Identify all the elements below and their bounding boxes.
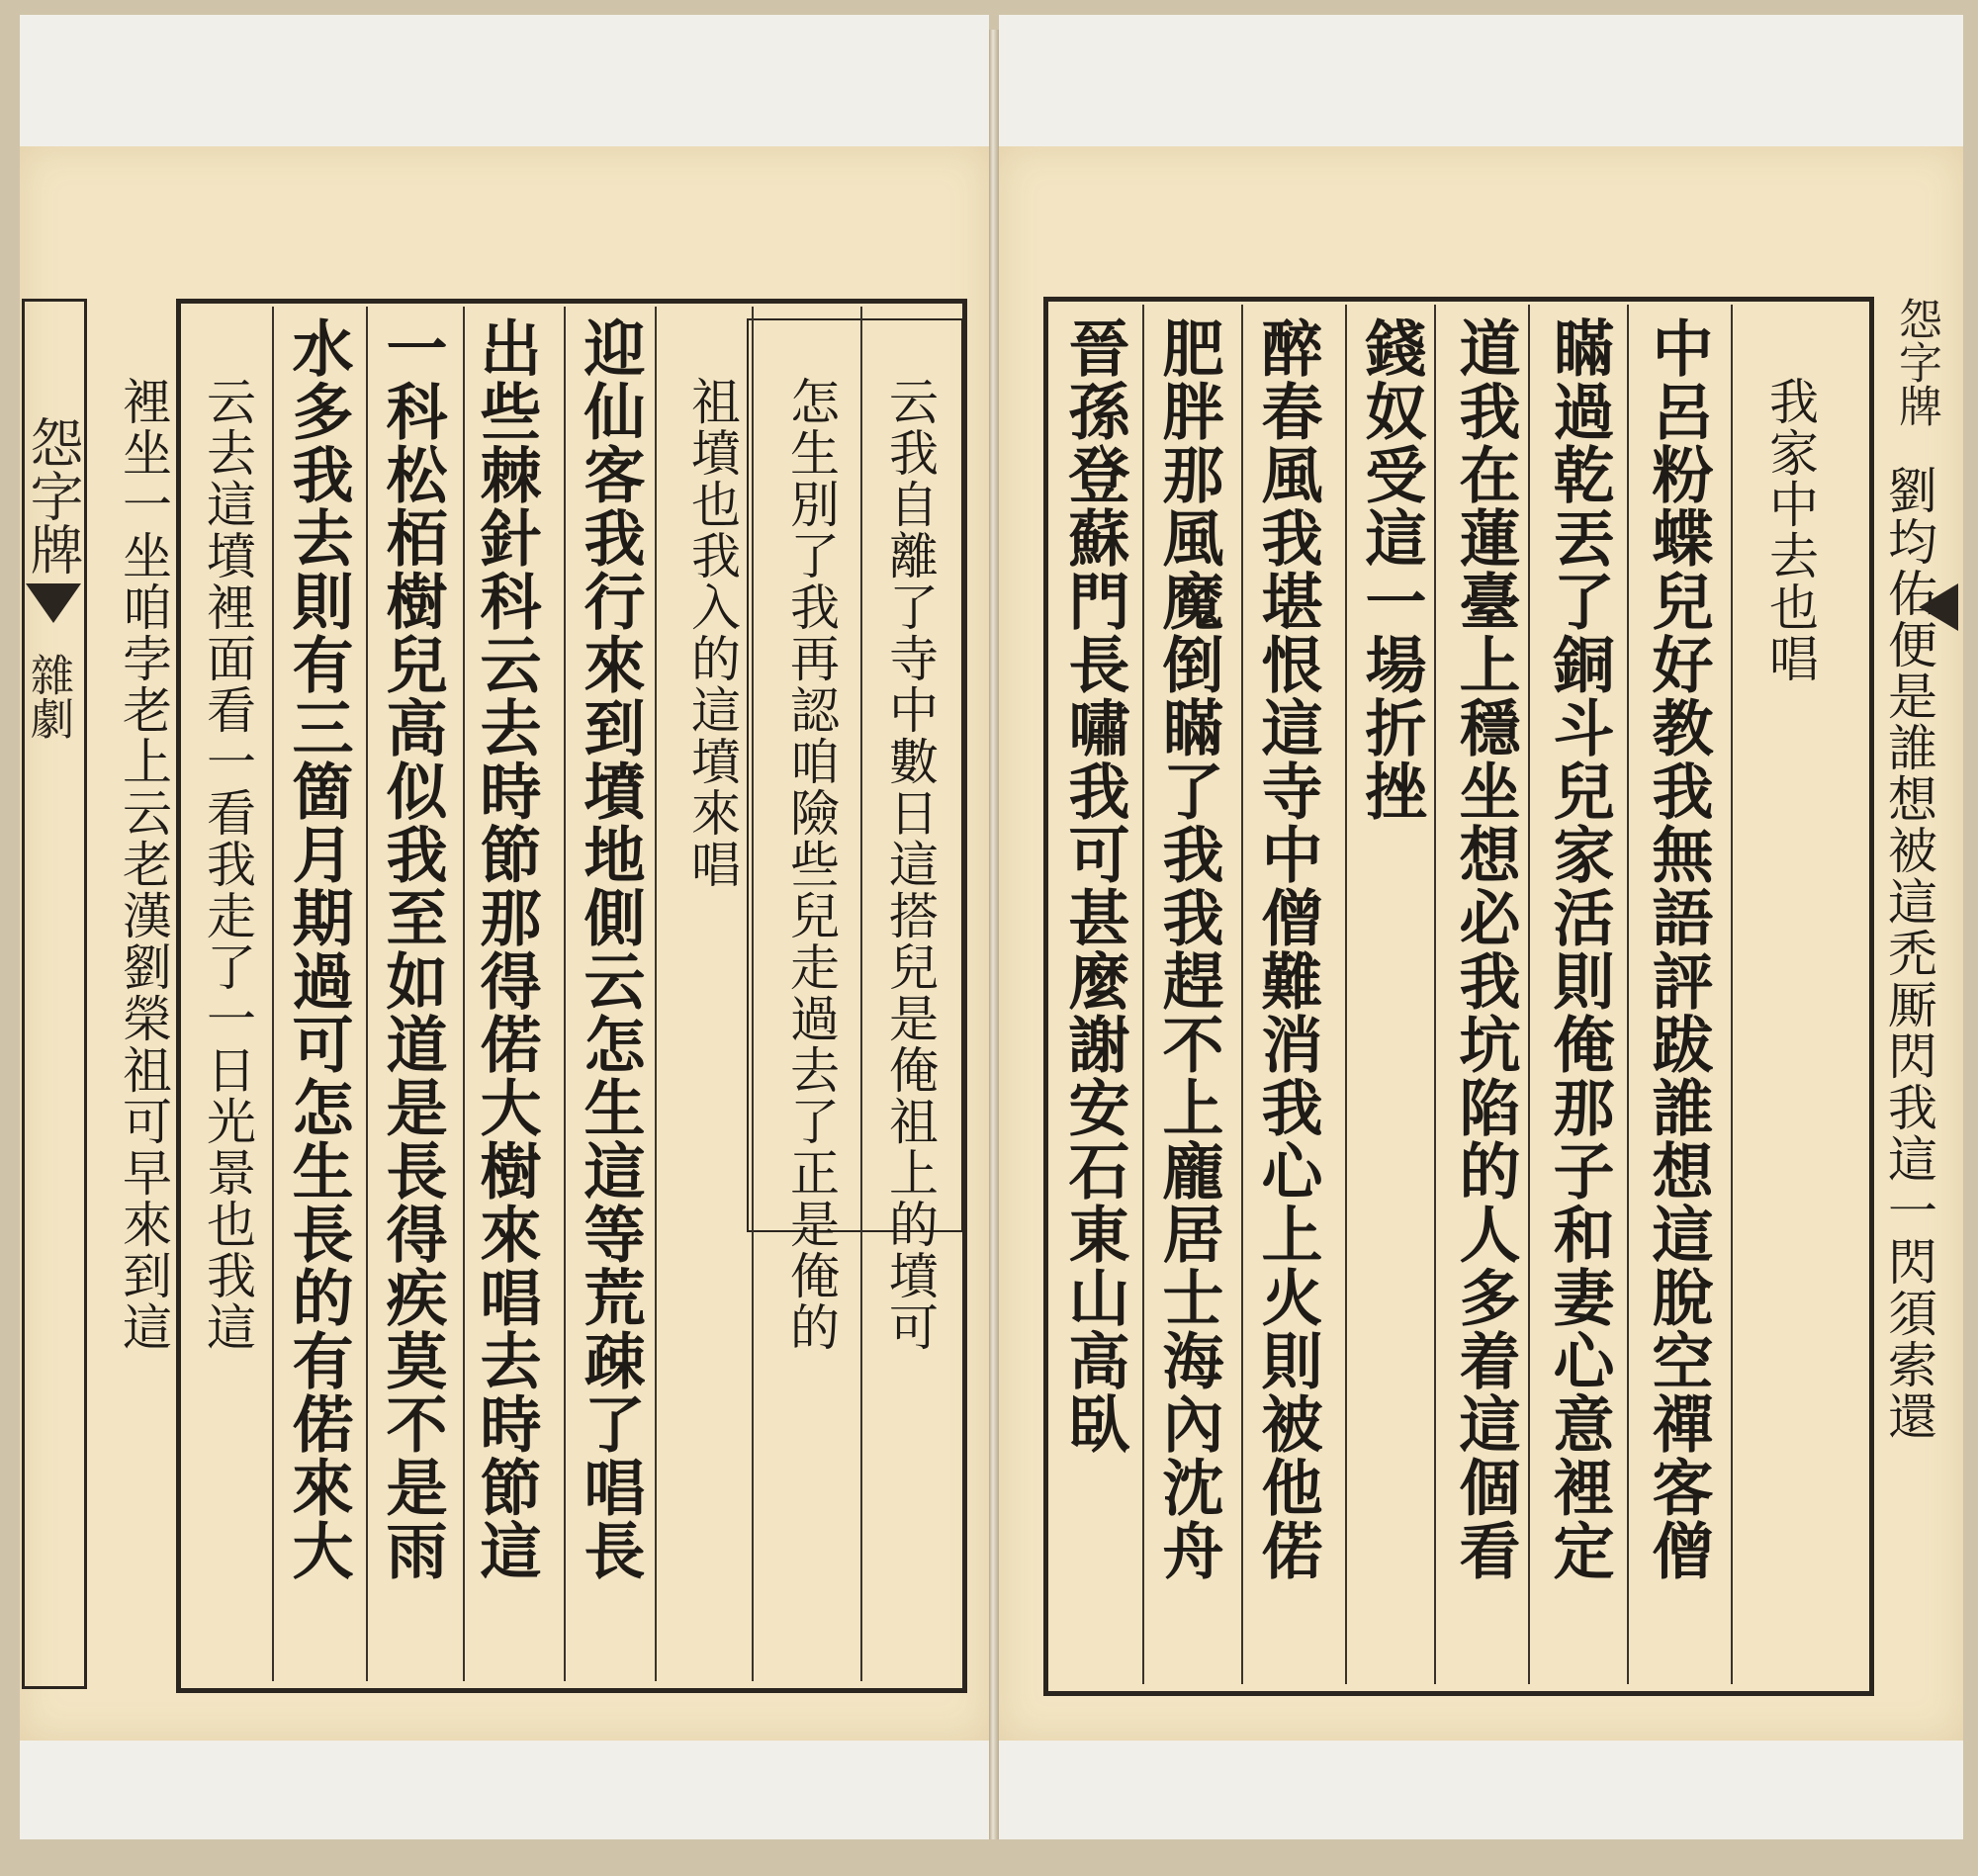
left-margin-title: 怨字牌: [22, 415, 84, 576]
column-rule: [655, 307, 657, 1681]
endpaper-bottom-right: [999, 1741, 1963, 1839]
edge-text-column: 劉均佑便是誰想被這禿厮閃我這一閃須索還: [1880, 465, 1937, 1442]
text-column: 迎仙客我行來到墳地側云怎生這等荒疎了唱長: [574, 316, 646, 1582]
column-rule: [272, 307, 274, 1681]
text-column: 肥胖那風魔倒瞞了我我趕不上龐居士海內沈舟: [1152, 316, 1224, 1582]
column-rule: [564, 307, 566, 1681]
column-rule: [1345, 305, 1347, 1684]
fish-tail-mark: [26, 583, 81, 623]
text-column: 醉春風我堪恨這寺中僧難消我心上火則被他偌: [1251, 316, 1323, 1582]
column-rule: [1528, 305, 1530, 1684]
column-rule: [1241, 305, 1243, 1684]
left-margin-label: 雜劇: [23, 653, 73, 740]
text-column: 中呂粉蝶兒好教我無語評跋誰想這脫空禪客僧: [1642, 316, 1714, 1582]
text-column: 怎生別了我再認咱險些兒走過去了正是俺的: [782, 376, 840, 1353]
text-column: 祖墳也我入的這墳來唱: [683, 376, 741, 890]
book-gutter: [989, 30, 999, 1839]
column-rule: [1142, 305, 1144, 1684]
text-column: 一科松栢樹兒高似我至如道是長得疾莫不是雨: [376, 316, 448, 1582]
fish-tail-mark: [1919, 583, 1958, 631]
text-column: 云我自離了寺中數日這搭兒是俺祖上的墳可: [881, 376, 939, 1353]
text-column: 錢奴受這一場折挫: [1355, 316, 1427, 823]
column-rule: [1434, 305, 1436, 1684]
column-rule: [463, 307, 465, 1681]
text-column: 晉孫登蘇門長嘯我可甚麼謝安石東山高臥: [1058, 316, 1130, 1456]
text-column: 出些棘針科云去時節那得偌大樹來唱去時節這: [470, 316, 542, 1582]
text-column: 瞞過乾丟了銅斗兒家活則俺那子和妻心意裡定: [1543, 316, 1615, 1582]
column-rule: [860, 307, 862, 1681]
text-column: 我家中去也唱: [1761, 376, 1819, 684]
endpaper-top-left: [20, 15, 989, 148]
text-column: 云去這墳裡面看一看我走了一日光景也我這: [199, 376, 256, 1353]
text-column: 裡坐一坐咱孛老上云老漢劉榮祖可早來到這: [115, 376, 172, 1353]
edge-title: 怨字牌: [1891, 297, 1941, 427]
column-rule: [366, 307, 368, 1681]
column-rule: [1731, 305, 1733, 1684]
endpaper-bottom-left: [20, 1741, 989, 1839]
endpaper-top-right: [999, 15, 1963, 148]
column-rule: [1627, 305, 1629, 1684]
column-rule: [752, 307, 754, 1681]
text-column: 水多我去則有三箇月期過可怎生長的有偌來大: [282, 316, 354, 1582]
text-column: 道我在蓮臺上穩坐想必我坑陷的人多着這個看: [1449, 316, 1521, 1582]
